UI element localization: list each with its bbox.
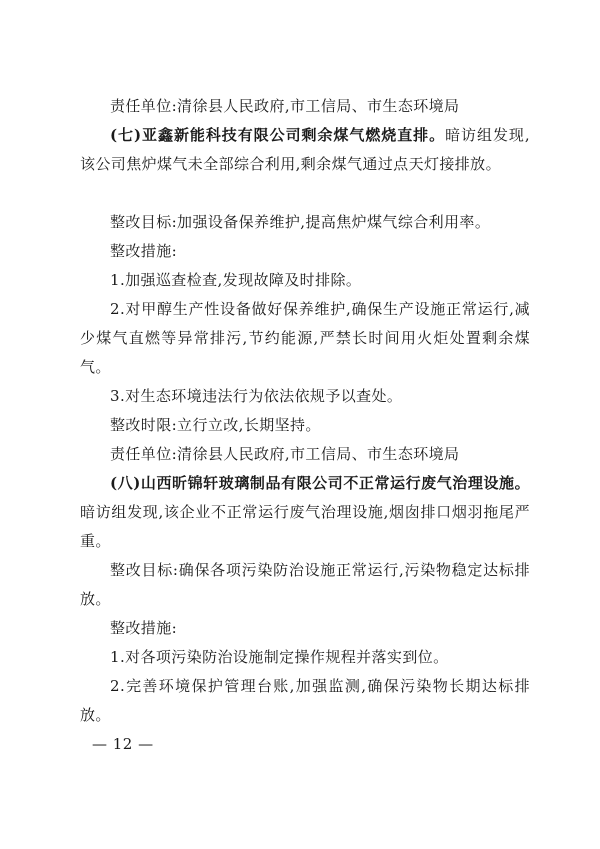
rectification-measures-text: 整改措施: xyxy=(110,242,178,260)
rectification-goal-text-2: 整改目标:确保各项污染防治设施正常运行,污染物稳定达标排放。 xyxy=(80,561,530,608)
measure-3-text: 3.对生态环境违法行为依法依规予以查处。 xyxy=(110,387,403,405)
responsible-units-text-2: 责任单位:清徐县人民政府,市工信局、市生态环境局 xyxy=(110,445,460,463)
section-8-heading: (八)山西昕锦轩玻璃制品有限公司不正常运行废气治理设施。 xyxy=(110,474,530,492)
rectification-goal-paragraph xyxy=(80,208,530,237)
rectification-deadline-text: 整改时限:立行立改,长期坚持。 xyxy=(110,416,321,434)
measure-1-text-2: 1.对各项污染防治设施制定操作规程并落实到位。 xyxy=(110,648,449,666)
rectification-measures-label-2 xyxy=(80,614,530,643)
responsible-units-paragraph-2 xyxy=(80,440,530,469)
rectification-goal-paragraph-2 xyxy=(80,556,530,614)
measure-2-paragraph-2 xyxy=(80,672,530,730)
rectification-measures-text-2: 整改措施: xyxy=(110,619,178,637)
rectification-deadline-paragraph xyxy=(80,411,530,440)
measure-3-paragraph xyxy=(80,382,530,411)
measure-1-text: 1.加强巡查检查,发现故障及时排除。 xyxy=(110,271,362,289)
section-7-heading: (七)亚鑫新能科技有限公司剩余煤气燃烧直排。 xyxy=(110,126,446,144)
measure-2-paragraph xyxy=(80,295,530,382)
section-8-heading-paragraph xyxy=(80,469,530,556)
measure-1-paragraph-2 xyxy=(80,643,530,672)
rectification-measures-label xyxy=(80,237,530,266)
responsible-units-paragraph xyxy=(80,92,530,121)
measure-1-paragraph xyxy=(80,266,530,295)
measure-2-text-2: 2.完善环境保护管理台账,加强监测,确保污染物长期达标排放。 xyxy=(80,677,530,724)
section-7-heading-paragraph xyxy=(80,121,530,179)
section-8-finding: 暗访组发现,该企业不正常运行废气治理设施,烟囱排口烟羽拖尾严重。 xyxy=(80,503,530,550)
page-number: — 12 — xyxy=(92,735,154,753)
rectification-goal-text: 整改目标:加强设备保养维护,提高焦炉煤气综合利用率。 xyxy=(110,213,491,231)
section-7-finding: 暗访组发现,该公司焦炉煤气未全部综合利用,剩余煤气通过点天灯接排放。 xyxy=(80,126,531,173)
responsible-units-text: 责任单位:清徐县人民政府,市工信局、市生态环境局 xyxy=(110,97,460,115)
measure-2-text: 2.对甲醇生产性设备做好保养维护,确保生产设施正常运行,减少煤气直燃等异常排污,节约能源,严禁长时间用火炬处置剩余煤气。 xyxy=(80,300,530,376)
